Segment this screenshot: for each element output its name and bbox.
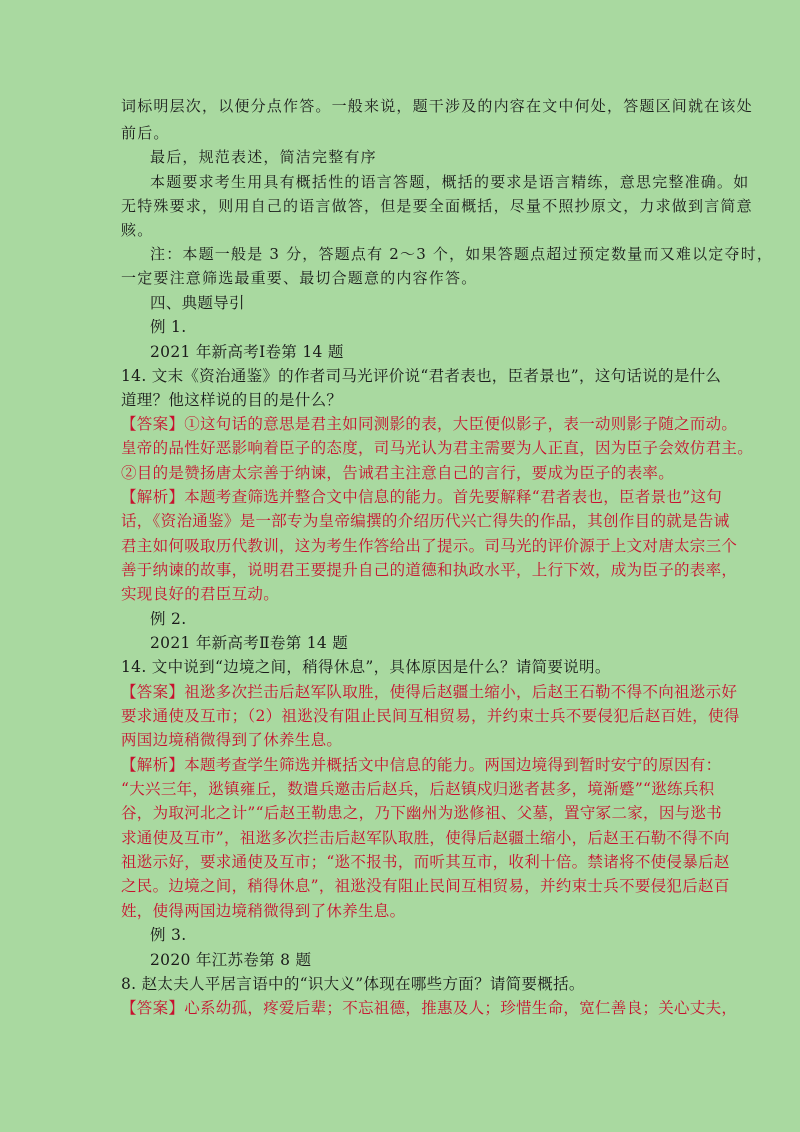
example-1-question-line-1: 14. 文末《资治通鉴》的作者司马光评价说“君者表也，臣者景也”，这句话说的是什么 (121, 367, 722, 385)
answer-text: ①这句话的意思是君主如同测影的表，大臣便似影子，表一动则影子随之而动。 (184, 415, 738, 433)
example-2-analysis-line-2: “大兴三年，逖镇雍丘，数遣兵邀击后赵兵，后赵镇戍归逖者甚多，境渐蹙”“逖练兵积 (121, 780, 715, 798)
example-1-question-line-2: 道理？他这样说的目的是什么？ (121, 391, 343, 409)
example-2-question-line-1: 14. 文中说到“边境之间，稍得休息”，具体原因是什么？请简要说明。 (121, 658, 611, 676)
answer-tag: 【答案】 (121, 415, 185, 433)
answer-tag: 【答案】 (121, 683, 185, 701)
section-title: 四、典题导引 (150, 294, 245, 312)
example-3-question-line-1: 8. 赵太夫人平居言语中的“识大义”体现在哪些方面？请简要概括。 (121, 975, 585, 993)
example-2-answer-line-3: 两国边境稍微得到了休养生息。 (121, 731, 343, 749)
example-2-analysis-line-6: 之民。边境之间，稍得休息”，祖逖没有阻止民间互相贸易，并约束士兵不要侵犯后赵百 (121, 877, 730, 895)
example-1-analysis-line-1 (121, 487, 722, 507)
example-1-analysis-line-4: 善于纳谏的故事，说明君王要提升自己的道德和执政水平，上行下效，成为臣子的表率， (121, 561, 738, 579)
example-1-answer-line-2: 皇帝的品性好恶影响着臣子的态度，司马光认为君主需要为人正直，因为臣子会效仿君主。 (121, 439, 754, 457)
answer-text: 祖逖多次拦击后赵军队取胜，使得后赵疆土缩小，后赵王石勒不得不向祖逖示好 (184, 683, 738, 701)
example-3-label: 例 3. (150, 926, 187, 944)
answer-text: 心系幼孤，疼爱后辈；不忘祖德，推惠及人；珍惜生命，宽仁善良；关心丈夫， (184, 999, 738, 1017)
analysis-tag: 【解析】 (121, 756, 185, 774)
example-2-analysis-line-1 (121, 755, 721, 775)
example-1-answer-line-3: ②目的是赞扬唐太宗善于纳谏，告诫君主注意自己的言行，要成为臣子的表率。 (121, 464, 675, 482)
example-3-answer-line-1 (121, 998, 737, 1018)
example-1-source: 2021 年新高考Ⅰ卷第 14 题 (150, 343, 344, 361)
example-1-analysis-line-3: 君主如何吸取历代教训，这为考生作答给出了提示。司马光的评价源于上文对唐太宗三个 (121, 537, 738, 555)
example-2-label: 例 2. (150, 610, 187, 628)
analysis-text: 本题考查学生筛选并概括文中信息的能力。两国边境得到暂时安宁的原因有： (184, 756, 722, 774)
method-note-line-1: 注：本题一般是 3 分，答题点有 2～3 个，如果答题点超过预定数量而又难以定夺时， (150, 245, 774, 263)
example-1-analysis-line-2: 话，《资治通鉴》是一部专为皇帝编撰的介绍历代兴亡得失的作品，其创作目的就是告诫 (121, 512, 730, 530)
method-line-4: 本题要求考生用具有概括性的语言答题，概括的要求是语言精练，意思完整准确。如 (150, 173, 750, 191)
example-3-source: 2020 年江苏卷第 8 题 (150, 951, 312, 969)
method-line-2: 前后。 (121, 124, 170, 142)
method-line-1: 词标明层次，以便分点作答。一般来说，题干涉及的内容在文中何处，答题区间就在该处 (121, 97, 753, 115)
example-1-analysis-line-5: 实现良好的君臣互动。 (121, 585, 280, 603)
analysis-tag: 【解析】 (121, 488, 185, 506)
method-line-6: 赅。 (121, 221, 154, 239)
example-2-analysis-line-7: 姓，使得两国边境稍微得到了休养生息。 (121, 902, 406, 920)
answer-tag: 【答案】 (121, 999, 185, 1017)
example-2-answer-line-2: 要求通使及互市；（2）祖逖没有阻止民间互相贸易，并约束士兵不要侵犯后赵百姓，使得 (121, 707, 740, 725)
example-2-analysis-line-3: 谷，为取河北之计”“后赵王勒患之，乃下幽州为逖修祖、父墓，置守冢二家，因与逖书 (121, 804, 723, 822)
example-1-answer-line-1 (121, 414, 737, 434)
method-note-line-2: 一定要注意筛选最重要、最切合题意的内容作答。 (121, 269, 478, 287)
example-2-source: 2021 年新高考Ⅱ卷第 14 题 (150, 634, 349, 652)
method-heading-final: 最后，规范表述，简洁完整有序 (150, 148, 377, 166)
example-1-label: 例 1. (150, 318, 187, 336)
example-2-analysis-line-5: 祖逖示好，要求通使及互市；“逖不报书，而听其互市，收利十倍。禁诸将不使侵暴后赵 (121, 853, 730, 871)
example-2-answer-line-1 (121, 682, 737, 702)
example-2-analysis-line-4: 求通使及互市”，祖逖多次拦击后赵军队取胜，使得后赵疆土缩小，后赵王石勒不得不向 (121, 829, 730, 847)
method-line-5: 无特殊要求，则用自己的语言做答，但是要全面概括，尽量不照抄原文，力求做到言简意 (121, 197, 753, 215)
analysis-text: 本题考查筛选并整合文中信息的能力。首先要解释“君者表也，臣者景也”这句 (184, 488, 723, 506)
